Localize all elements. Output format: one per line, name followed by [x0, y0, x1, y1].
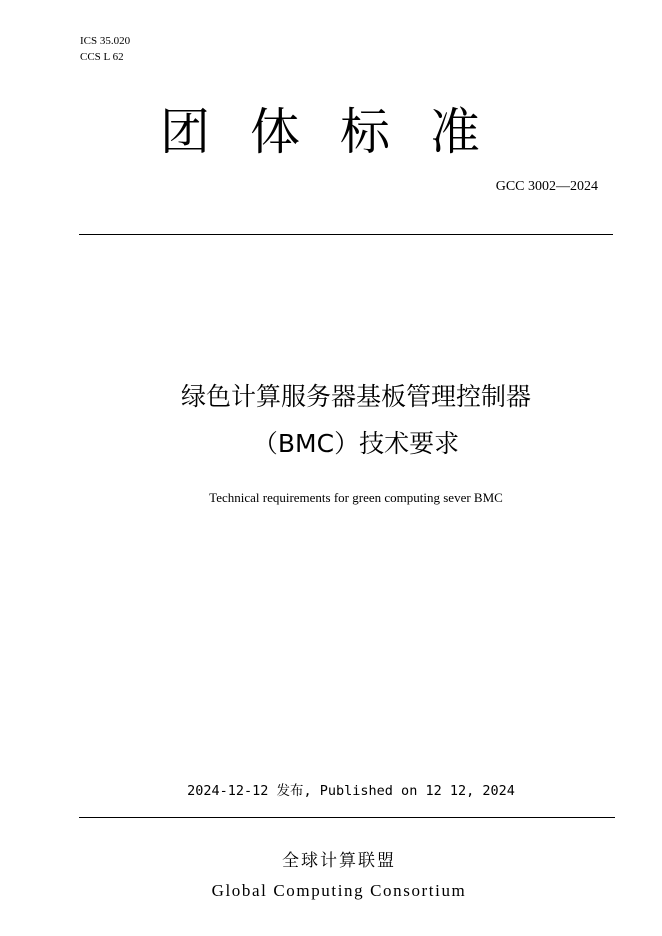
standard-type-title: 团体标准 [160, 103, 520, 161]
organization-name-en: Global Computing Consortium [211, 881, 467, 900]
standard-number: GCC 3002—2024 [495, 179, 598, 194]
document-title-cn-line1: 绿色计算服务器基板管理控制器 [180, 382, 531, 411]
ics-code: ICS 35.020 [80, 35, 131, 47]
document-title-en: Technical requirements for green computing sever BMC [209, 490, 503, 505]
ccs-code: CCS L 62 [80, 51, 124, 63]
document-title-cn-line2: （BMC）技术要求 [252, 429, 460, 458]
top-divider [79, 234, 613, 235]
publish-date: 2024-12-12 发布, Published on 12 12, 2024 [187, 783, 515, 799]
organization-name-cn: 全球计算联盟 [282, 851, 396, 871]
bottom-divider [79, 817, 615, 818]
